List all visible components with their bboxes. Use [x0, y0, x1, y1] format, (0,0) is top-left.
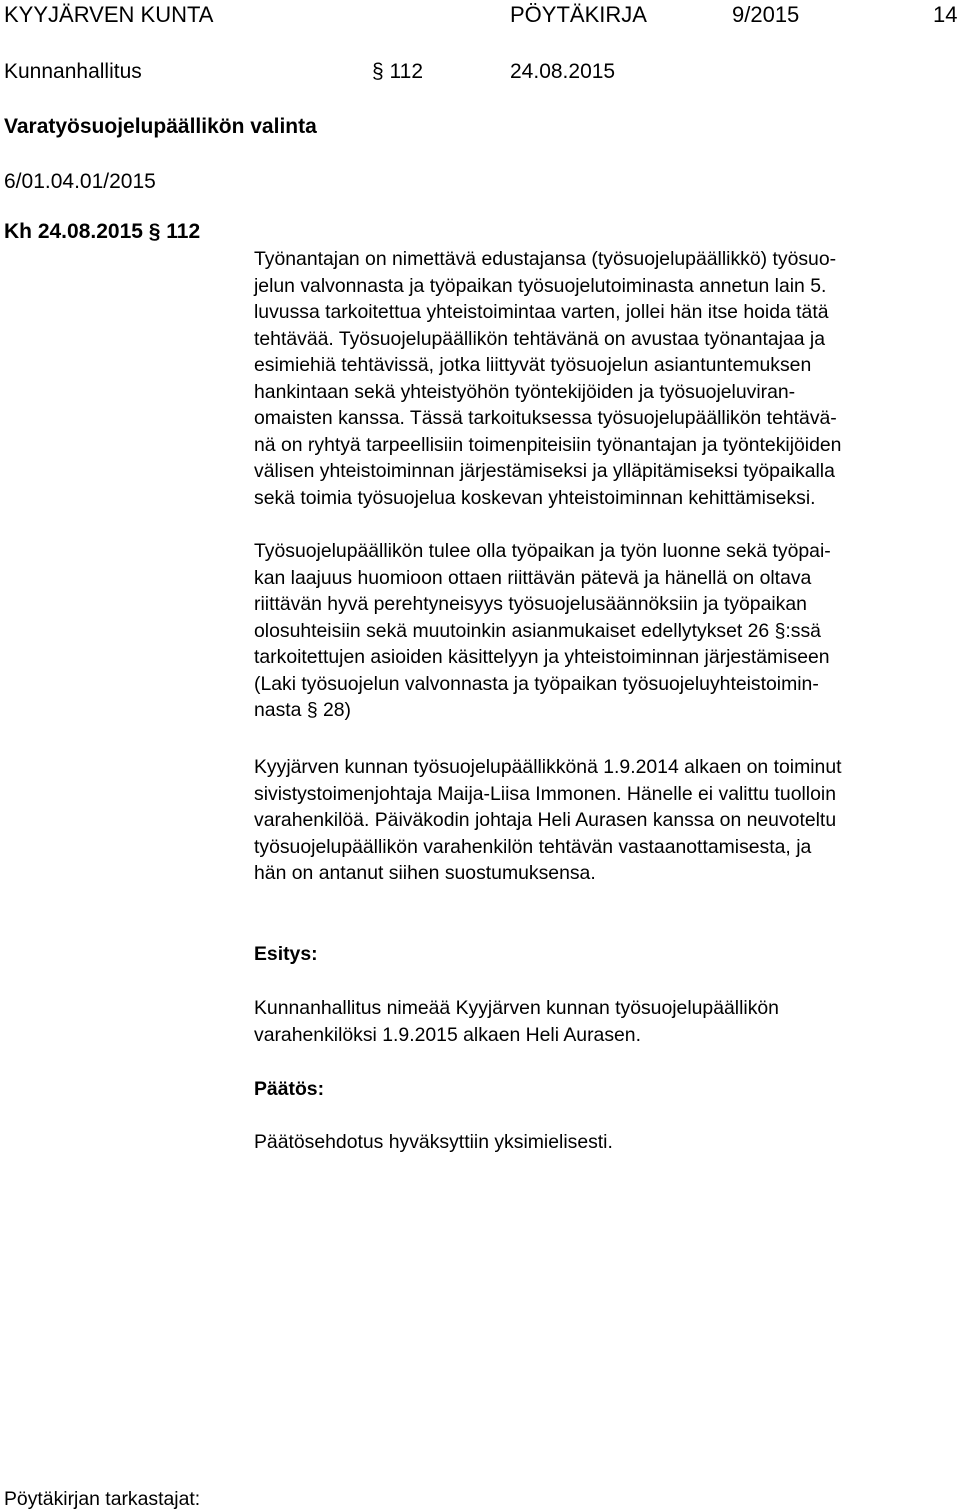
- agenda-reference: Kh 24.08.2015 § 112: [4, 220, 201, 243]
- paragraph-3: [254, 754, 960, 887]
- meeting-section: § 112: [372, 60, 423, 83]
- text-line: nasta § 28): [254, 699, 352, 721]
- text-line: Työnantajan on nimettävä edustajansa (työsuojelupäällikkö) työsuo-: [254, 248, 837, 270]
- footer-inspectors-label: Pöytäkirjan tarkastajat:: [4, 1488, 201, 1510]
- page-number: 14: [933, 2, 958, 27]
- text-line: sivistystoimenjohtaja Maija-Liisa Immonen. Hänelle ei valittu tuolloin: [254, 782, 836, 805]
- meeting-date: 24.08.2015: [510, 60, 616, 83]
- text-line: riittävän hyvä perehtyneisyys työsuojelusäännöksiin ja työpaikan: [254, 593, 807, 615]
- text-line: (Laki työsuojelun valvonnasta ja työpaikan työsuojeluyhteistoimin-: [254, 672, 819, 695]
- text-line: olosuhteisiin sekä muutoinkin asianmukaiset edellytykset 26 §:ssä: [254, 619, 821, 642]
- text-line: Kyyjärven kunnan työsuojelupäällikkönä 1.9.2014 alkaen on toiminut: [254, 756, 842, 778]
- text-line: varahenkilöksi 1.9.2015 alkaen Heli Aurasen.: [254, 1023, 641, 1046]
- text-line: omaisten kanssa. Tässä tarkoituksessa työsuojelupäällikön tehtävä-: [254, 407, 837, 429]
- case-reference: 6/01.04.01/2015: [4, 170, 156, 193]
- proposal-text: [254, 995, 960, 1048]
- decision-heading: Päätös:: [254, 1078, 325, 1100]
- meeting-body: Kunnanhallitus: [4, 60, 142, 83]
- text-line: hän on antanut siihen suostumuksensa.: [254, 862, 596, 884]
- text-line: esimiehiä tehtävissä, jotka liittyvät työsuojelun asiantuntemuksen: [254, 354, 812, 376]
- text-line: työsuojelupäällikön varahenkilön tehtävän vastaanottamisesta, ja: [254, 835, 812, 858]
- page-title: Varatyösuojelupäällikön valinta: [4, 115, 317, 138]
- text-line: sekä toimia työsuojelua koskevan yhteistoiminnan kehittämiseksi.: [254, 486, 816, 509]
- decision-text: [254, 1129, 960, 1156]
- text-line: kan laajuus huomioon ottaen riittävän pätevä ja hänellä on oltava: [254, 566, 812, 589]
- text-line: nä on ryhtyä tarpeellisiin toimenpiteisiin työnantajan ja työntekijöiden: [254, 433, 842, 456]
- text-line: tarkoitettujen asioiden käsittelyyn ja yhteistoiminnan järjestämiseen: [254, 646, 830, 668]
- text-line: Päätösehdotus hyväksyttiin yksimielisesti.: [254, 1131, 613, 1153]
- proposal-heading: Esitys:: [254, 943, 318, 965]
- document-number: 9/2015: [732, 2, 800, 27]
- text-line: tehtävää. Työsuojelupäällikön tehtävänä on avustaa työnantajaa ja: [254, 327, 826, 350]
- text-line: Kunnanhallitus nimeää Kyyjärven kunnan työsuojelupäällikön: [254, 997, 779, 1019]
- document-type: PÖYTÄKIRJA: [510, 2, 647, 27]
- text-line: luvussa tarkoitettua yhteistoimintaa varten, jollei hän itse hoida tätä: [254, 301, 829, 323]
- text-line: välisen yhteistoiminnan järjestämiseksi ja ylläpitämiseksi työpaikalla: [254, 460, 835, 482]
- text-line: hankintaan sekä yhteistyöhön työntekijöiden ja työsuojeluviran-: [254, 380, 796, 403]
- text-line: jelun valvonnasta ja työpaikan työsuojelutoiminasta annetun lain 5.: [254, 274, 827, 297]
- text-line: Työsuojelupäällikön tulee olla työpaikan ja työn luonne sekä työpai-: [254, 540, 831, 562]
- organization-name: KYYJÄRVEN KUNTA: [4, 2, 214, 27]
- paragraph-1: [254, 246, 960, 511]
- text-line: varahenkilöä. Päiväkodin johtaja Heli Aurasen kanssa on neuvoteltu: [254, 809, 837, 831]
- paragraph-2: [254, 538, 960, 724]
